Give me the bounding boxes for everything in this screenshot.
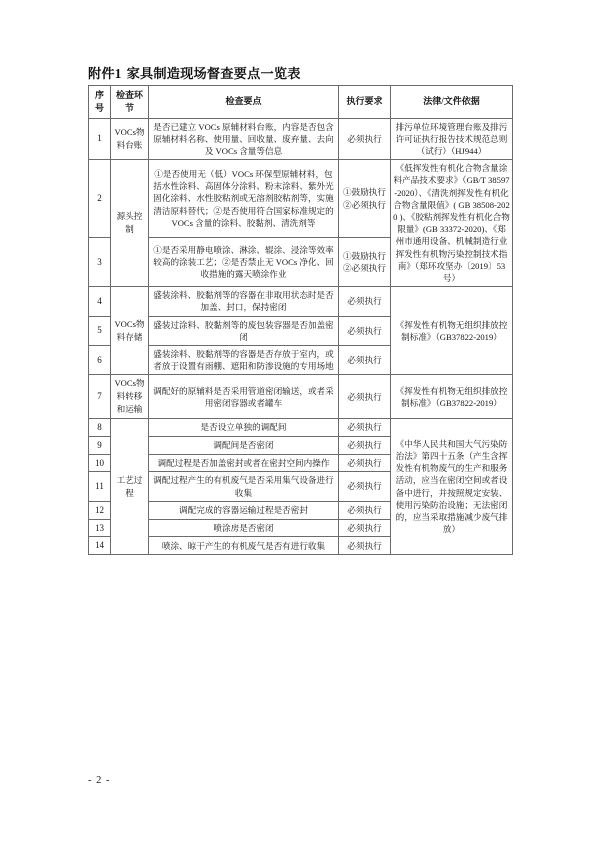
cell-point: 调配完成的容器运输过程是否密封 <box>149 501 339 519</box>
cell-point: 喷涂房是否密闭 <box>149 519 339 537</box>
cell-stage: 源头控制 <box>111 160 149 287</box>
cell-law: 排污单位环境管理台账及排污许可证执行报告技术规范总则（试行）（HJ944） <box>391 118 513 160</box>
page-number: - 2 - <box>88 775 111 786</box>
cell-point: 调配好的原辅料是否采用管道密闭输送，或者采用密闭容器或者罐车 <box>149 375 339 419</box>
cell-requirement: 必须执行 <box>339 519 391 537</box>
cell-requirement: ①鼓励执行②必须执行 <box>339 238 391 287</box>
cell-no: 4 <box>89 287 111 316</box>
cell-requirement: 必须执行 <box>339 287 391 316</box>
cell-no: 14 <box>89 537 111 555</box>
cell-point: 盛装涂料、胶黏剂等的容器是否存放于室内，或者放于设置有雨棚、遮阳和防渗设施的专用场地 <box>149 345 339 374</box>
table-header-row <box>89 86 513 119</box>
column-header-requirement: 执行要求 <box>339 86 391 119</box>
cell-no: 8 <box>89 419 111 437</box>
cell-requirement: ①鼓励执行②必须执行 <box>339 160 391 238</box>
page-title <box>88 63 513 82</box>
cell-no: 10 <box>89 454 111 472</box>
cell-no: 2 <box>89 160 111 238</box>
cell-requirement: 必须执行 <box>339 419 391 437</box>
cell-stage: VOCs物料存储 <box>111 287 149 375</box>
table-row <box>89 118 513 160</box>
cell-no: 1 <box>89 118 111 160</box>
cell-requirement: 必须执行 <box>339 345 391 374</box>
cell-requirement: 必须执行 <box>339 375 391 419</box>
column-header-point: 检查要点 <box>149 86 339 119</box>
cell-no: 12 <box>89 501 111 519</box>
cell-requirement: 必须执行 <box>339 118 391 160</box>
column-header-stage: 检查环节 <box>111 86 149 119</box>
cell-requirement: 必须执行 <box>339 501 391 519</box>
cell-point: 喷涂、晾干产生的有机废气是否有进行收集 <box>149 537 339 555</box>
cell-stage: 工艺过程 <box>111 419 149 555</box>
inspection-points-table <box>88 85 513 555</box>
cell-stage: VOCs物料台账 <box>111 118 149 160</box>
cell-point: ①是否使用无（低）VOCs 环保型原辅材料，包括水性涂料、高固体分涂料、粉末涂料、紫外光固化涂料、水性胶粘剂或无溶剂胶粘剂等，实施清洁原料替代；②是否使用符合国家标准规定的 VOCs 含量的涂料、胶黏剂、清洗剂等 <box>149 160 339 238</box>
cell-requirement: 必须执行 <box>339 472 391 501</box>
cell-point: 是否设立单独的调配间 <box>149 419 339 437</box>
cell-point: 是否已建立 VOCs 原辅材料台账，内容是否包含原辅材料名称、使用量、回收量、废弃量、去向及 VOCs 含量等信息 <box>149 118 339 160</box>
cell-no: 11 <box>89 472 111 501</box>
table-row <box>89 419 513 437</box>
attachment-label: 附件1 <box>88 66 122 81</box>
cell-requirement: 必须执行 <box>339 436 391 454</box>
cell-point: 调配过程产生的有机废气是否采用集气设备进行收集 <box>149 472 339 501</box>
cell-requirement: 必须执行 <box>339 537 391 555</box>
cell-point: ①是否采用静电喷涂、淋涂、辊涂、浸涂等效率较高的涂装工艺；②是否禁止无 VOCs 净化、回收措施的露天喷涂作业 <box>149 238 339 287</box>
cell-requirement: 必须执行 <box>339 316 391 345</box>
cell-point: 调配间是否密闭 <box>149 436 339 454</box>
table-row <box>89 160 513 238</box>
cell-stage: VOCs物料转移和运输 <box>111 375 149 419</box>
table-row <box>89 287 513 316</box>
cell-law: 《低挥发性有机化合物含量涂料产品技术要求》（GB/T 38597-2020）、《清洗剂挥发性有机化合物含量限值》( GB 38508-2020 )、《胶粘剂挥发性有机化合物限量》(GB 33372-2020)、《郑州市通用设备、机械制造行业挥发性有机物污染控制技术指南》（郑环攻坚办〔2019〕53 号） <box>391 160 513 287</box>
cell-law: 《中华人民共和国大气污染防治法》第四十五条（产生含挥发性有机物废气的生产和服务活动，应当在密闭空间或者设备中进行，并按照规定安装、使用污染防治设施；无法密闭的，应当采取措施减少废气排放） <box>391 419 513 555</box>
cell-law: 《挥发性有机物无组织排放控制标准》（GB37822-2019） <box>391 375 513 419</box>
cell-no: 13 <box>89 519 111 537</box>
cell-law: 《挥发性有机物无组织排放控制标准》（GB37822-2019） <box>391 287 513 375</box>
title-text: 家具制造现场督查要点一览表 <box>126 66 301 81</box>
cell-point: 盛装涂料、胶黏剂等的容器在非取用状态时是否加盖、封口，保持密闭 <box>149 287 339 316</box>
column-header-law: 法律/文件依据 <box>391 86 513 119</box>
table-row <box>89 375 513 419</box>
cell-no: 5 <box>89 316 111 345</box>
cell-no: 3 <box>89 238 111 287</box>
cell-requirement: 必须执行 <box>339 454 391 472</box>
column-header-no: 序号 <box>89 86 111 119</box>
cell-point: 盛装过涂料、胶黏剂等的废包装容器是否加盖密闭 <box>149 316 339 345</box>
cell-no: 7 <box>89 375 111 419</box>
cell-no: 9 <box>89 436 111 454</box>
cell-no: 6 <box>89 345 111 374</box>
cell-point: 调配过程是否加盖密封或者在密封空间内操作 <box>149 454 339 472</box>
